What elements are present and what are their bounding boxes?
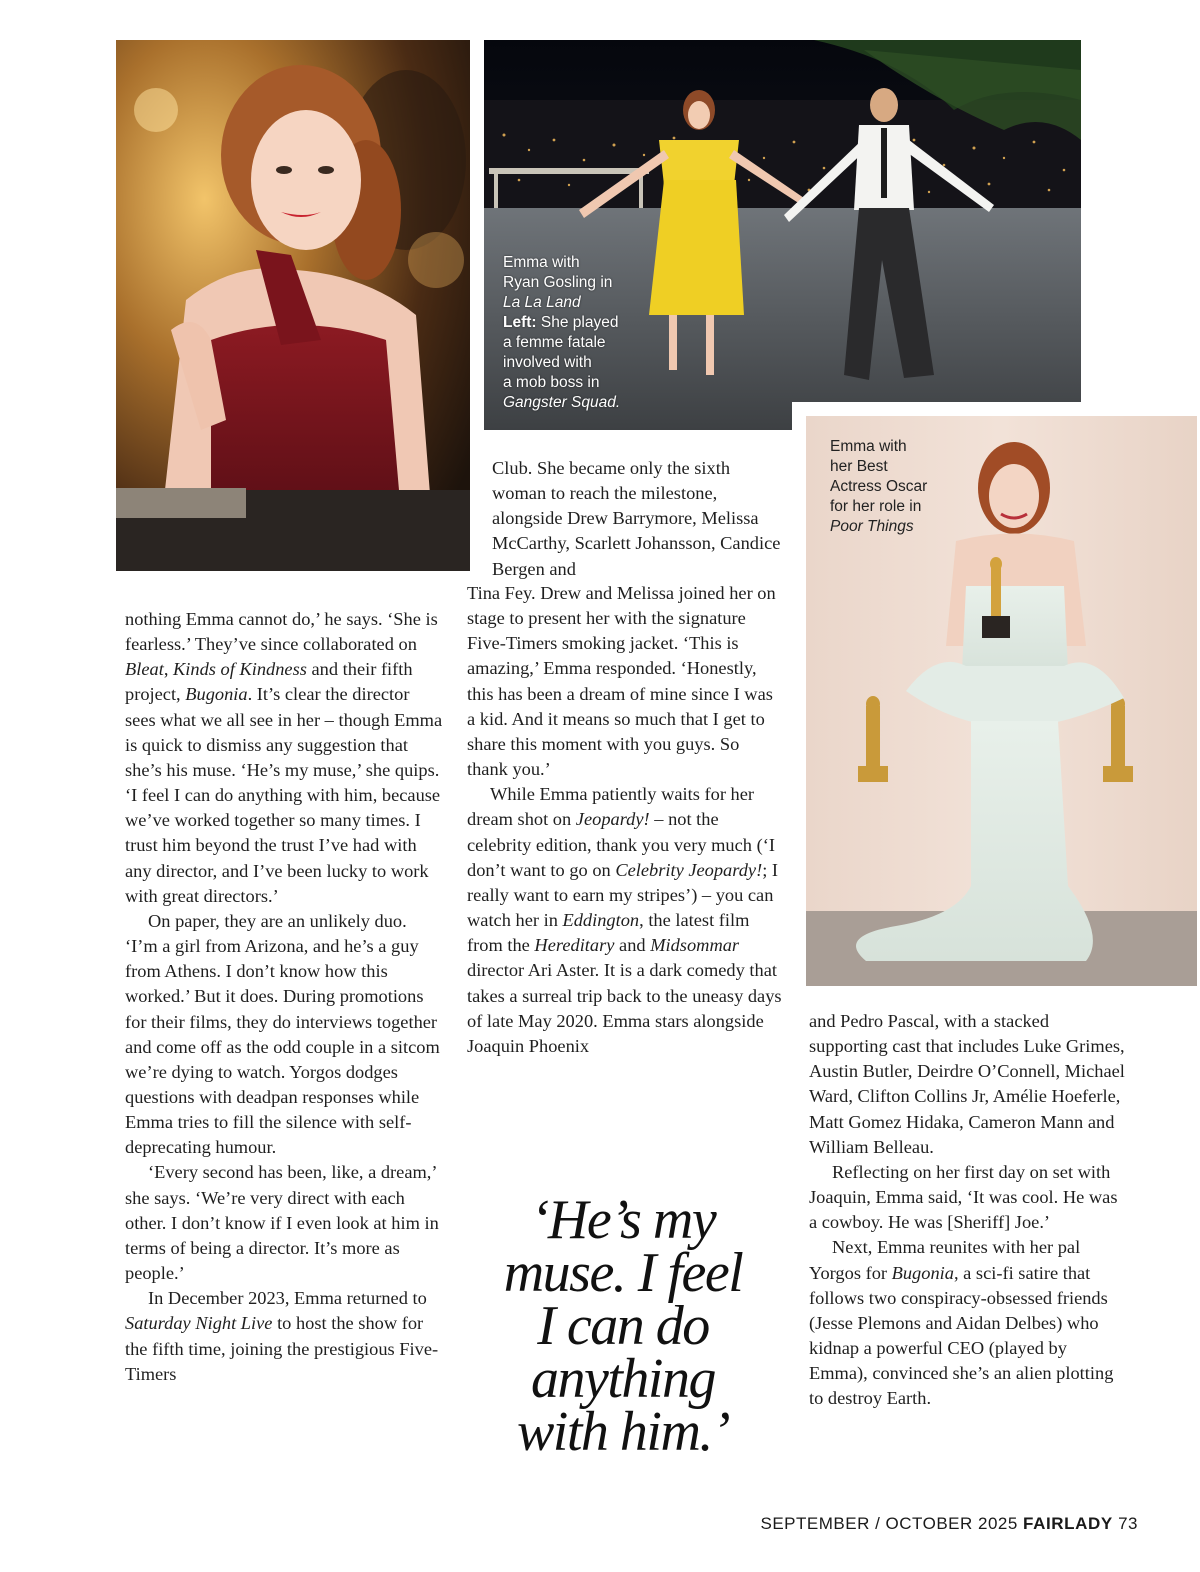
caption-line: for her role in (830, 498, 922, 515)
caption-line: a mob boss in (503, 374, 600, 391)
caption-line: Emma with (503, 254, 580, 271)
pull-quote-line: I can do (537, 1295, 709, 1357)
caption-line: a femme fatale (503, 334, 606, 351)
article-column-3 (809, 1009, 1127, 1412)
article-column-1 (125, 607, 443, 1387)
caption-line: Actress Oscar (830, 478, 928, 495)
article-paragraph: Tina Fey. Drew and Melissa joined her on stage to present her with the signature Five-Timers smoking jacket. ‘This is amazing,’ Emma responded. ‘Honestly, this has been a dream of mine since I was a kid. And it means so much that I get to share this moment with you guys. So thank you.’ (467, 583, 776, 780)
caption-film-title: Poor Things (830, 518, 914, 535)
pull-quote-line: ‘He’s my (530, 1189, 716, 1251)
article-paragraph: Next, Emma reunites with her pal Yorgos for Bugonia, a sci-fi satire that follows two conspiracy-obsessed friends (Jesse Plemons and Aidan Delbes) who kidnap a powerful CEO (played by Emma), convinced she’s an alien plotting to destroy Earth. (809, 1237, 1114, 1409)
caption-line: Emma with (830, 438, 907, 455)
article-paragraph: Reflecting on her first day on set with Joaquin, Emma said, ‘It was cool. He was a cowboy. He was [Sheriff] Joe.’ (809, 1161, 1118, 1233)
article-column-2-top (492, 456, 782, 582)
article-paragraph: ‘Every second has been, like, a dream,’ she says. ‘We’re very direct with each other. I don’t know if I even look at him in terms of being a director. It’s more as people.’ (125, 1162, 439, 1284)
article-paragraph: and Pedro Pascal, with a stacked supporting cast that includes Luke Grimes, Austin Butler, Deirdre O’Connell, Michael Ward, Clifton Collins Jr, Amélie Hoeferle, Matt Gomez Hidaka, Cameron Mann and William Belleau. (809, 1011, 1125, 1157)
caption-line: her Best (830, 458, 888, 475)
article-paragraph: Club. She became only the sixth woman to reach the milestone, alongside Drew Barrymore, Melissa McCarthy, Scarlett Johansson, Candice Bergen and (492, 458, 781, 579)
caption-oscar (830, 437, 927, 537)
pull-quote-line: with him.’ (516, 1401, 730, 1463)
pull-quote (478, 1189, 768, 1463)
caption-la-la-land (503, 253, 620, 413)
article-paragraph: While Emma patiently waits for her dream shot on Jeopardy! – not the celebrity edition, thank you very much (‘I don’t want to go on Celebrity Jeopardy!; I really want to earn my stripes’) – you can watch her in Eddington, the latest film from the Hereditary and Midsommar director Ari Aster. It is a dark comedy that takes a surreal trip back to the uneasy days of late May 2020. Emma stars alongside Joaquin Phoenix (467, 784, 782, 1056)
photo-gangster-squad (116, 40, 470, 571)
article-column-2 (467, 581, 782, 1059)
caption-line: involved with (503, 354, 592, 371)
page-footer (761, 1514, 1139, 1534)
pull-quote-line: anything (531, 1348, 715, 1410)
article-paragraph: nothing Emma cannot do,’ he says. ‘She is fearless.’ They’ve since collaborated on Bleat, Kinds of Kindness and their fifth project, Bugonia. It’s clear the director sees what we all see in her – though Emma is quick to dismiss any suggestion that she’s his muse. ‘He’s my muse,’ she quips. ‘I feel I can do anything with him, because we’ve worked together so many times. I trust him beyond the trust I’ve had with any director, and I’ve been lucky to work with great directors.’ (125, 609, 443, 906)
pull-quote-line: muse. I feel (503, 1242, 743, 1304)
page-number: 73 (1112, 1514, 1138, 1533)
article-paragraph: In December 2023, Emma returned to Saturday Night Live to host the show for the fifth time, joining the prestigious Five-Timers (125, 1288, 439, 1384)
issue-date: SEPTEMBER / OCTOBER 2025 (760, 1514, 1024, 1533)
magazine-name: FAIRLADY (1023, 1514, 1113, 1533)
caption-line: She played (536, 314, 619, 331)
article-paragraph: On paper, they are an unlikely duo. ‘I’m a girl from Arizona, and he’s a guy from Athens. I don’t know how this worked.’ But it does. During promotions for their films, they do interviews together and come off as the odd couple in a sitcom we’re dying to watch. Yorgos dodges questions with deadpan responses while Emma tries to fill the silence with self-deprecating humour. (125, 910, 440, 1158)
caption-line: Ryan Gosling in (503, 274, 613, 291)
caption-film-title: La La Land (503, 294, 581, 311)
caption-film-title: Gangster Squad. (503, 394, 621, 411)
caption-left-label: Left: (503, 314, 537, 331)
